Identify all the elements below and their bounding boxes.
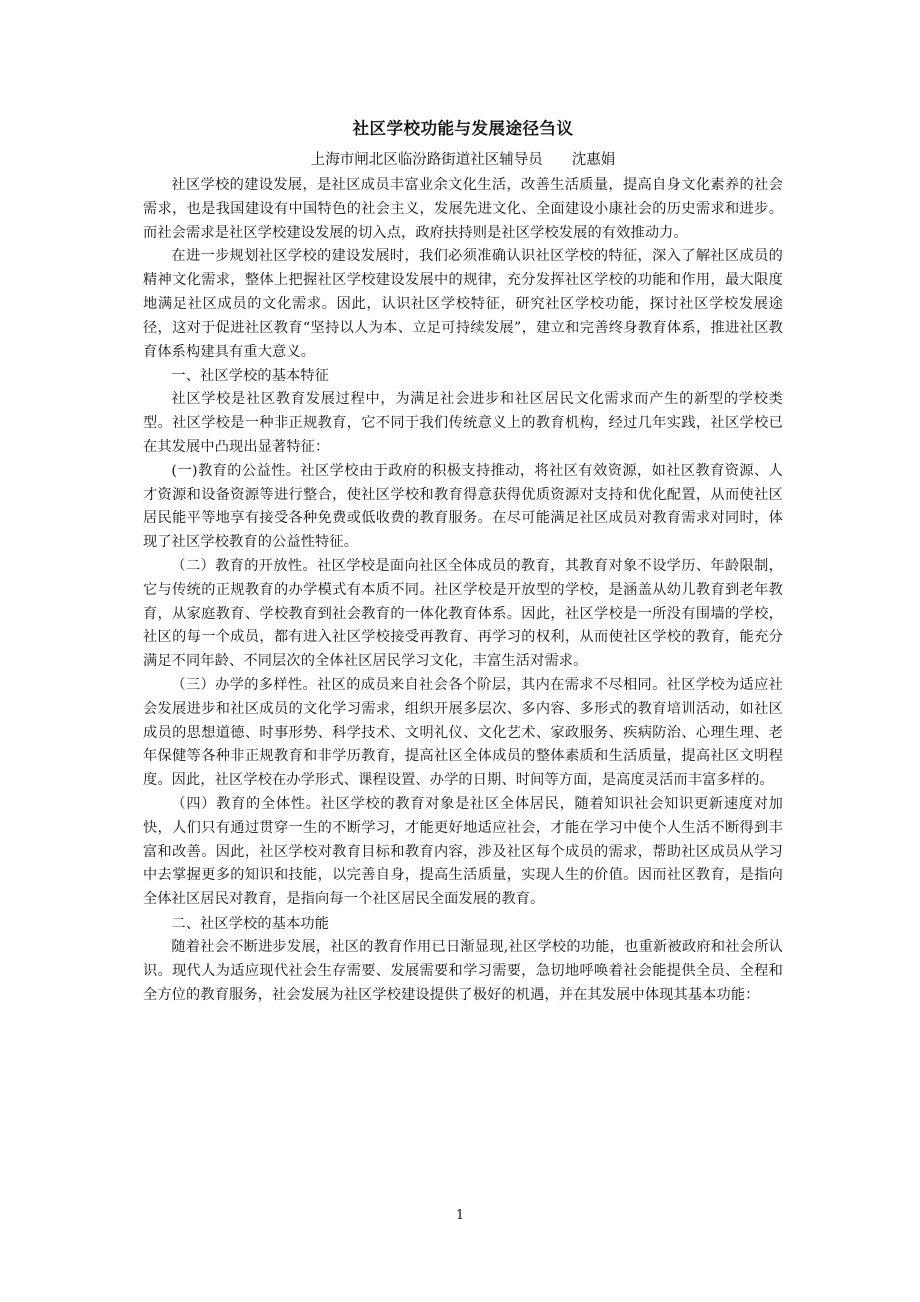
paragraph-universality: （四）教育的全体性。社区学校的教育对象是社区全体居民，随着知识社会知识更新速度对加快，人们只有通过贯穿一生的不断学习，才能更好地适应社会，才能在学习中使个人生活不断得到丰富和改善。因此，社区学校对教育目标和教育内容，涉及社区每个成员的需求，帮助社区成员从学习中去掌握更多的知识和技能，以完善自身，提高生活质量，实现人生的价值。因而社区教育，是指向全体社区居民对教育，是指向每一个社区居民全面发展的教育。	[143, 795, 783, 908]
paragraph-section1-intro: 社区学校是社区教育发展过程中，为满足社会进步和社区居民文化需求而产生的新型的学校类型。社区学校是一种非正规教育，它不同于我们传统意义上的教育机构，经过几年实践，社区学校已在其发展中凸现出显著特征：	[143, 391, 783, 455]
paragraph-diversity: （三）办学的多样性。社区的成员来自社会各个阶层，其内在需求不尽相同。社区学校为适应社会发展进步和社区成员的文化学习需求，组织开展多层次、多内容、多形式的教育培训活动，如社区成员的思想道德、时事形势、科学技术、文明礼仪、文化艺术、家政服务、疾病防治、心理生理、老年保健等各种非正规教育和非学历教育，提高社区全体成员的整体素质和生活质量，提高社区文明程度。因此，社区学校在办学形式、课程设置、办学的日期、时间等方面，是高度灵活而丰富多样的。	[143, 676, 783, 789]
paragraph-public-welfare: (一)教育的公益性。社区学校由于政府的积极支持推动，将社区有效资源，如社区教育资源、人才资源和设备资源等进行整合，使社区学校和教育得意获得优质资源对支持和优化配置，从而使社区居民能平等地享有接受各种免费或低收费的教育服务。在尽可能满足社区成员对教育需求对同时，体现了社区学校教育的公益性特征。	[143, 462, 783, 551]
paragraph-intro-2: 在进一步规划社区学校的建设发展时，我们必须准确认识社区学校的特征，深入了解社区成员的精神文化需求，整体上把握社区学校建设发展中的规律，充分发挥社区学校的功能和作用，最大限度地满足社区成员的文化需求。因此，认识社区学校特征，研究社区学校功能，探讨社区学校发展途径，这对于促进社区教育“坚持以人为本、立足可持续发展”，建立和完善终身教育体系，推进社区教育体系构建具有重大意义。	[143, 248, 783, 360]
document-body	[143, 115, 783, 1007]
document-title: 社区学校功能与发展途径刍议	[352, 119, 574, 138]
paragraph-section2-intro: 随着社会不断进步发展，社区的教育作用已日渐显现,社区学校的功能，也重新被政府和社会所认识。现代人为适应现代社会生存需要、发展需要和学习需要，急切地呼唤着社会能提供全员、全程和全方位的教育服务，社会发展为社区学校建设提供了极好的机遇，并在其发展中体现其基本功能：	[143, 938, 783, 1003]
author-byline: 上海市闸北区临汾路街道社区辅导员 沈惠娟	[310, 152, 616, 168]
paragraph-intro-1: 社区学校的建设发展，是社区成员丰富业余文化生活，改善生活质量，提高自身文化素养的社会需求，也是我国建设有中国特色的社会主义，发展先进文化、全面建设小康社会的历史需求和进步。而社会需求是社区学校建设发展的切入点，政府扶持则是社区学校发展的有效推动力。	[143, 177, 783, 241]
section-heading-2: 二、社区学校的基本功能	[171, 915, 330, 932]
page-number: 1	[455, 1208, 465, 1223]
paragraph-openness: （二）教育的开放性。社区学校是面向社区全体成员的教育，其教育对象不设学历、年龄限制，它与传统的正规教育的办学模式有本质不同。社区学校是开放型的学校，是涵盖从幼儿教育到老年教育，从家庭教育、学校教育到社会教育的一体化教育体系。因此，社区学校是一所没有围墙的学校，社区的每一个成员，都有进入社区学校接受再教育、再学习的权利，从而使社区学校的教育，能充分满足不同年龄、不同层次的全体社区居民学习文化，丰富生活对需求。	[143, 557, 783, 670]
section-heading-1: 一、社区学校的基本特征	[171, 368, 330, 385]
